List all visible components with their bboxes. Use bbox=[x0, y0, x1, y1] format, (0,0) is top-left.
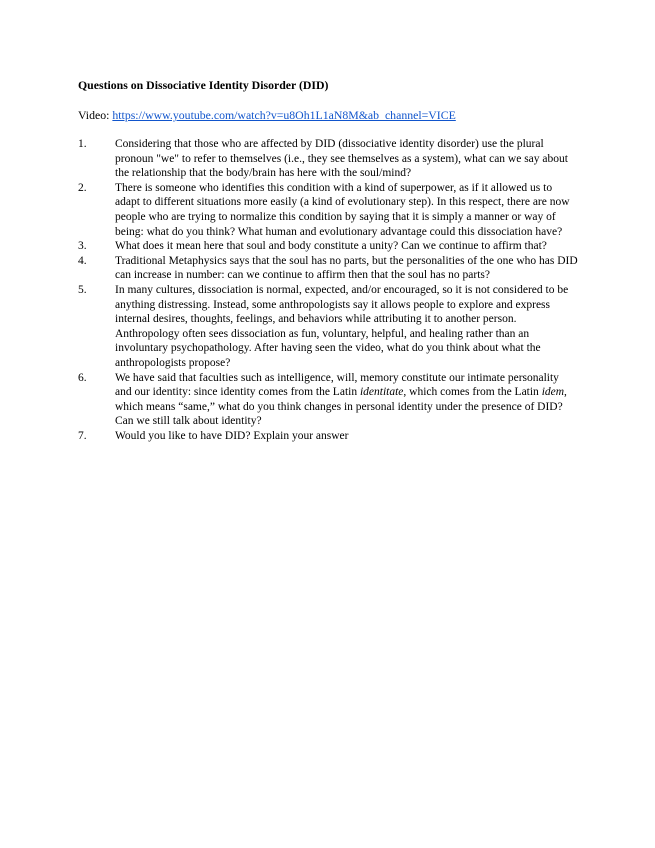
question-item bbox=[78, 283, 578, 371]
question-text: What does it mean here that soul and body constitute a unity? Can we continue to affirm that? bbox=[115, 240, 547, 253]
question-item bbox=[78, 239, 578, 254]
question-text: In many cultures, dissociation is normal, expected, and/or encouraged, so it is not considered to be anything distressing. Instead, some anthropologists say it allows people to explore and express internal desires, thoughts, feelings, and behaviors while attributing it to another person. Anthropology often sees dissociation as fun, voluntary, helpful, and healing rather than an involuntary psychopathology. After having seen the video, what do you think about what the anthropologists propose? bbox=[115, 283, 569, 369]
question-number: 7. bbox=[78, 429, 87, 442]
question-item bbox=[78, 181, 578, 239]
question-item bbox=[78, 254, 578, 283]
question-number: 6. bbox=[78, 371, 87, 384]
latin-term-idem: idem bbox=[541, 386, 565, 399]
question-text bbox=[115, 371, 578, 429]
question-number: 4. bbox=[78, 254, 87, 267]
latin-term-identitate: identitate bbox=[359, 386, 404, 399]
question-text: Considering that those who are affected by DID (dissociative identity disorder) use the plural pronoun "we" to refer to themselves (i.e., they see themselves as a system), what can we say about the relationship that the body/brain has here with the soul/mind? bbox=[115, 138, 568, 180]
question-item bbox=[78, 429, 578, 444]
question-text-part: , which comes from the Latin bbox=[403, 386, 542, 399]
question-text-part: We have said that faculties such as intelligence, will, memory constitute our intimate personality and our identity: since identity comes from the Latin bbox=[115, 371, 559, 399]
question-number: 5. bbox=[78, 283, 87, 296]
question-text: There is someone who identifies this condition with a kind of superpower, as if it allowed us to adapt to different situations more easily (a kind of evolutionary step). In this respect, there are now people who are trying to normalize this condition by saying that it is simply a manner or way of being: what do you think? What human and evolutionary advantage could this dissociation have? bbox=[115, 181, 570, 238]
document-title: Questions on Dissociative Identity Disorder (DID) bbox=[78, 78, 329, 92]
question-item bbox=[78, 371, 578, 429]
video-link[interactable]: https://www.youtube.com/watch?v=u8Oh1L1aN8M&ab_channel=VICE bbox=[112, 108, 456, 122]
question-text: Traditional Metaphysics says that the soul has no parts, but the personalities of the one who has DID can increase in number: can we continue to affirm then that the soul has no parts? bbox=[115, 254, 578, 282]
video-line bbox=[78, 108, 456, 123]
video-label: Video: bbox=[78, 108, 110, 122]
question-item bbox=[78, 137, 578, 181]
question-number: 2. bbox=[78, 181, 87, 194]
question-number: 1. bbox=[78, 138, 87, 150]
question-text-part: , which means “same,” what do you think changes in personal identity under the presence of DID? Can we still talk about identity? bbox=[115, 386, 567, 428]
question-text: Would you like to have DID? Explain your answer bbox=[115, 429, 349, 442]
question-list bbox=[78, 137, 578, 443]
question-number: 3. bbox=[78, 240, 87, 253]
